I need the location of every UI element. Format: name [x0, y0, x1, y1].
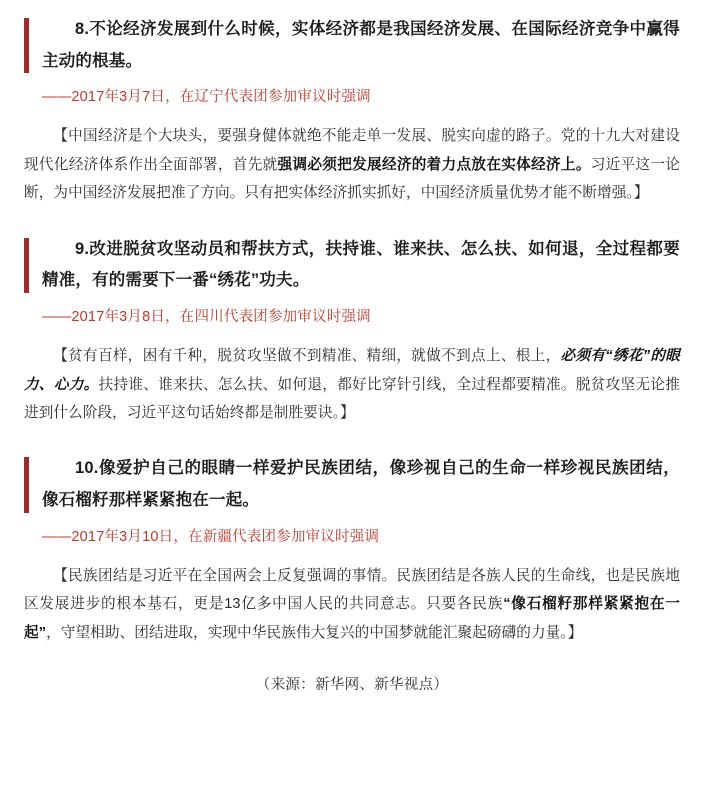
commentary-part: 扶持谁、谁来扶、怎么扶、如何退，都好比穿针引线，全过程都要精准。脱贫攻坚无论推进到什么阶段，习近平这句话始终都是制胜要诀。】: [24, 376, 680, 421]
commentary-part-emphasis: “像石榴籽那样紧紧抱在一起”: [24, 596, 681, 641]
quote-item-8: [24, 14, 680, 208]
quote-headline-text-10: 10.像爱护自己的眼睛一样爱护民族团结，像珍视自己的生命一样珍视民族团结，像石榴籽那样紧紧抱在一起。: [42, 459, 680, 510]
quote-headline-text-8: 8.不论经济发展到什么时候，实体经济都是我国经济发展、在国际经济竞争中赢得主动的根基。: [42, 20, 680, 70]
quote-source-9: ——2017年3月8日，在四川代表团参加审议时强调: [42, 309, 371, 326]
footer-source: （来源：新华网、新华视点）: [255, 677, 449, 694]
quote-commentary-8: [24, 122, 680, 207]
quote-item-9: [24, 234, 680, 428]
commentary-part: 习近平这一论断，为中国经济发展把准了方向。只有把实体经济抓实抓好，中国经济质量优势才能不断增强。】: [24, 156, 680, 202]
commentary-part: 【贫有百样，困有千种，脱贫攻坚做不到精准、精细，就做不到点上、根上，: [53, 348, 561, 365]
quote-headline-block-9: [24, 234, 680, 297]
quote-headline-block-8: [24, 14, 680, 77]
commentary-part: 【民族团结是习近平在全国两会上反复强调的事情。民族团结是各族人民的生命线，也是民族地区发展进步的根本基石，更是13亿多中国人民的共同意志。只要各民族: [24, 567, 680, 613]
commentary-part: ，守望相助、团结进取，实现中华民族伟大复兴的中国梦就能汇聚起磅礴的力量。】: [46, 624, 583, 641]
quote-headline-text-9: 9.改进脱贫攻坚动员和帮扶方式，扶持谁、谁来扶、怎么扶、如何退，全过程都要精准，有的需要下一番“绣花”功夫。: [42, 239, 680, 290]
commentary-part-emphasis: 强调必须把发展经济的着力点放在实体经济上。: [277, 156, 591, 173]
quote-headline-block-10: [24, 453, 680, 516]
quote-commentary-9: [24, 342, 680, 427]
quote-commentary-10: [24, 562, 680, 647]
commentary-part-emphasis: 必须有“绣花”的眼力、心力。: [24, 348, 681, 393]
quote-source-10: ——2017年3月10日，在新疆代表团参加审议时强调: [42, 528, 380, 545]
quote-source-8: ——2017年3月7日，在辽宁代表团参加审议时强调: [42, 89, 371, 106]
quote-item-10: [24, 453, 680, 647]
commentary-part: 【中国经济是个大块头，要强身健体就绝不能走单一发展、脱实向虚的路子。党的十九大对建设现代化经济体系作出全面部署，首先就: [24, 128, 680, 173]
